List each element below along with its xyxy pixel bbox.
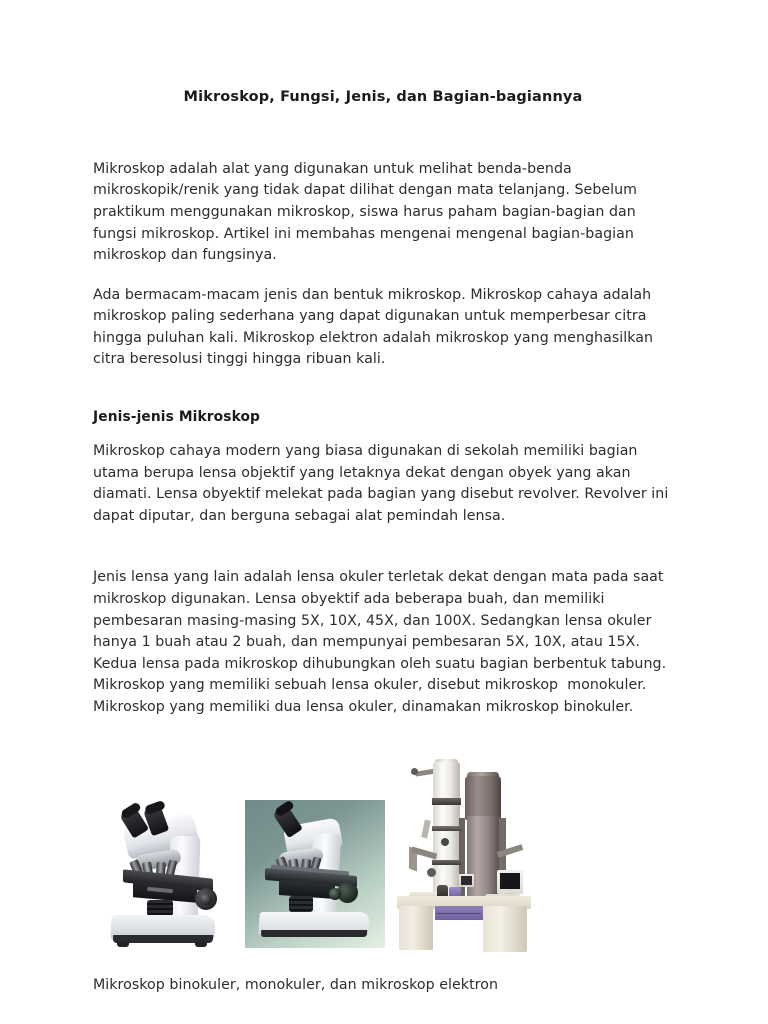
paragraph-lensa-okuler: Jenis lensa yang lain adalah lensa okuler terletak dekat dengan mata pada saat mikroskop digunakan. Lensa obyektif ada beberapa buah, dan memiliki pembesaran masing-masing 5X, 10X, 45X, dan 100X. Sedangkan lensa okuler hanya 1 buah atau 2 buah, dan mempunyai pembesaran 5X, 10X, atau 15X. Kedua lensa pada mikroskop dihubungkan oleh suatu bagian berbentuk tabung. Mikroskop yang memiliki sebuah lensa okuler, disebut mikroskop monokuler. Mikroskop yang memiliki dua lensa okuler, dinamakan mikroskop binokuler. <box>93 569 671 715</box>
image-mikroskop-monokuler <box>245 800 385 948</box>
section-heading-jenis-jenis-mikroskop: Jenis-jenis Mikroskop <box>93 409 261 426</box>
document-content <box>93 0 673 993</box>
image-mikroskop-elektron <box>393 756 535 952</box>
paragraph-intro: Mikroskop adalah alat yang digunakan untuk melihat benda-benda mikroskopik/renik yang tidak dapat dilihat dengan mata telanjang. Sebelum praktikum menggunakan mikroskop, siswa harus paham bagian-bagian dan fungsi mikroskop. Artikel ini membahas mengenai mengenal bagian-bagian mikroskop dan fungsinya. <box>93 160 642 264</box>
figure-caption: Mikroskop binokuler, monokuler, dan mikroskop elektron <box>93 977 499 994</box>
image-mikroskop-binokuler <box>103 792 231 952</box>
page-title: Mikroskop, Fungsi, Jenis, dan Bagian-bagiannya <box>183 89 583 105</box>
paragraph-lensa-objektif: Mikroskop cahaya modern yang biasa digunakan di sekolah memiliki bagian utama berupa lensa objektif yang letaknya dekat dengan obyek yang akan diamati. Lensa obyektif melekat pada bagian yang disebut revolver. Revolver ini dapat diputar, dan berguna sebagai alat pemindah lensa. <box>93 443 673 524</box>
paragraph-types-overview: Ada bermacam-macam jenis dan bentuk mikroskop. Mikroskop cahaya adalah mikroskop paling sederhana yang dapat digunakan untuk memperbesar citra hingga puluhan kali. Mikroskop elektron adalah mikroskop yang menghasilkan citra beresolusi tinggi hingga ribuan kali. <box>93 286 658 368</box>
figure-microscopes <box>93 740 673 965</box>
